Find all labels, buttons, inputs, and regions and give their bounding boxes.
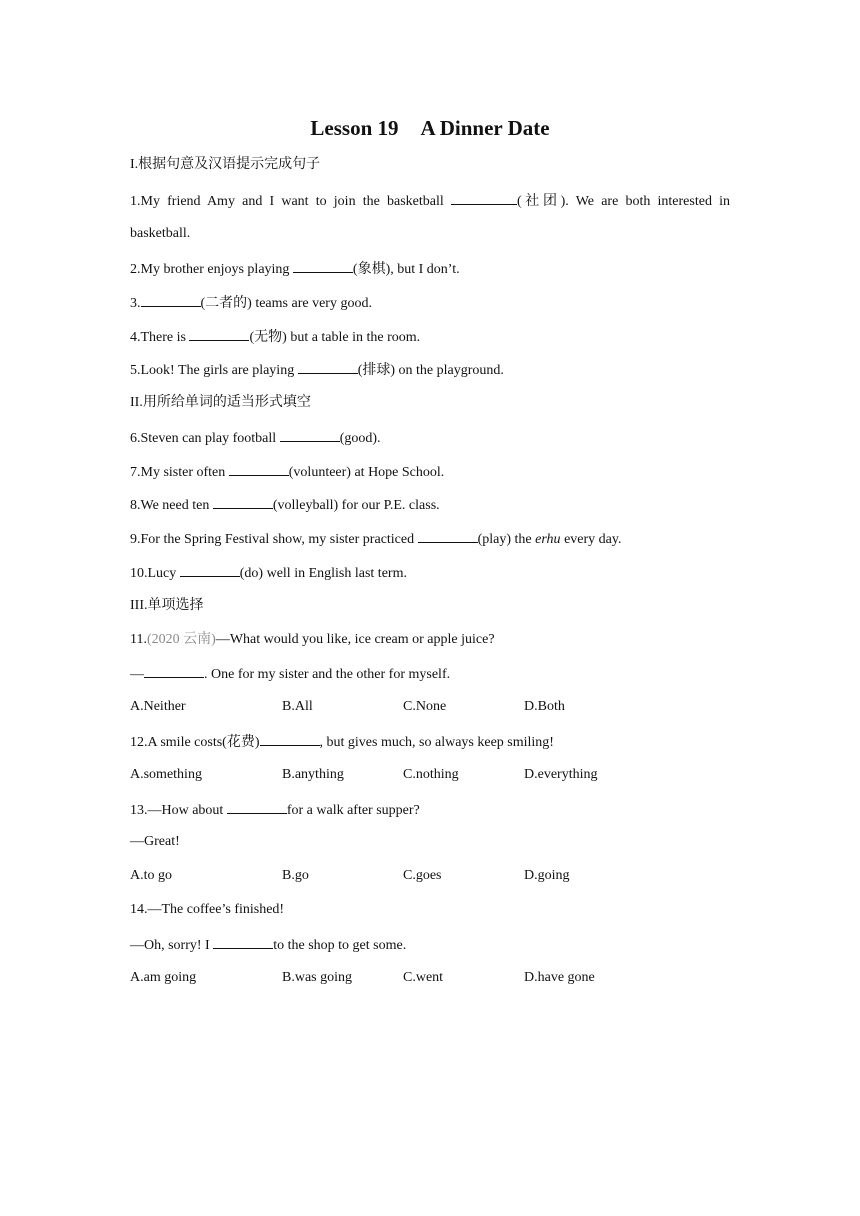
answer-blank [144,663,204,678]
question-12-options [130,765,730,785]
answer-blank [213,494,273,509]
question-11: 11.(2020 云南)—What would you like, ice cream or apple juice? [130,632,495,647]
lesson-name: A Dinner Date [420,116,550,140]
question-11-options [130,697,730,717]
option-b[interactable]: B.go [282,868,309,883]
question-13-reply: —Great! [130,834,180,849]
section-1-heading: I.根据句意及汉语提示完成句子 [130,157,321,172]
answer-blank [189,326,249,341]
lesson-title [0,114,860,142]
question-10: 10.Lucy (do) well in English last term. [130,562,730,582]
option-d[interactable]: D.have gone [524,970,595,985]
answer-blank [227,799,287,814]
question-source: (2020 云南) [146,632,216,647]
answer-blank [451,190,517,205]
question-2: 2.My brother enjoys playing (象棋), but I don’t. [130,258,730,278]
option-a[interactable]: A.am going [130,970,197,985]
question-8: 8.We need ten (volleyball) for our P.E. class. [130,494,730,514]
answer-blank [213,934,273,949]
question-14-options [130,968,730,988]
option-b[interactable]: B.All [282,699,313,714]
option-d[interactable]: D.everything [524,767,598,782]
option-a[interactable]: A.to go [130,868,172,883]
answer-blank [280,427,340,442]
option-c[interactable]: C.nothing [403,767,459,782]
question-1: 1.My friend Amy and I want to join the basketball (社团). We are both interested in [130,190,730,210]
question-7: 7.My sister often (volunteer) at Hope School. [130,461,730,481]
answer-blank [229,461,289,476]
answer-blank [260,731,320,746]
section-3-heading: III.单项选择 [130,598,204,613]
answer-blank [418,528,478,543]
answer-blank [298,359,358,374]
option-b[interactable]: B.anything [282,767,344,782]
section-2-heading: II.用所给单词的适当形式填空 [130,395,311,410]
question-1-continued: basketball. [130,226,191,241]
question-12: 12.A smile costs(花费) , but gives much, so always keep smiling! [130,731,730,751]
question-9: 9.For the Spring Festival show, my sister practiced (play) the erhu every day. [130,528,730,548]
option-d[interactable]: D.Both [524,699,565,714]
option-a[interactable]: A.something [130,767,202,782]
question-14-reply: —Oh, sorry! I to the shop to get some. [130,934,730,954]
option-c[interactable]: C.went [403,970,444,985]
question-4: 4.There is (无物) but a table in the room. [130,326,730,346]
lesson-number: Lesson 19 [310,116,399,140]
question-5: 5.Look! The girls are playing (排球) on the playground. [130,359,730,379]
question-3: 3. (二者的) teams are very good. [130,292,730,312]
answer-blank [141,292,201,307]
question-14: 14.—The coffee’s finished! [130,902,285,917]
question-13: 13.—How about for a walk after supper? [130,799,730,819]
option-a[interactable]: A.Neither [130,699,186,714]
option-b[interactable]: B.was going [282,970,352,985]
question-13-options [130,866,730,886]
answer-blank [293,258,353,273]
option-d[interactable]: D.going [524,868,570,883]
option-c[interactable]: C.None [403,699,447,714]
question-6: 6.Steven can play football (good). [130,427,730,447]
question-11-reply: — . One for my sister and the other for myself. [130,663,730,683]
option-c[interactable]: C.goes [403,868,442,883]
answer-blank [180,562,240,577]
